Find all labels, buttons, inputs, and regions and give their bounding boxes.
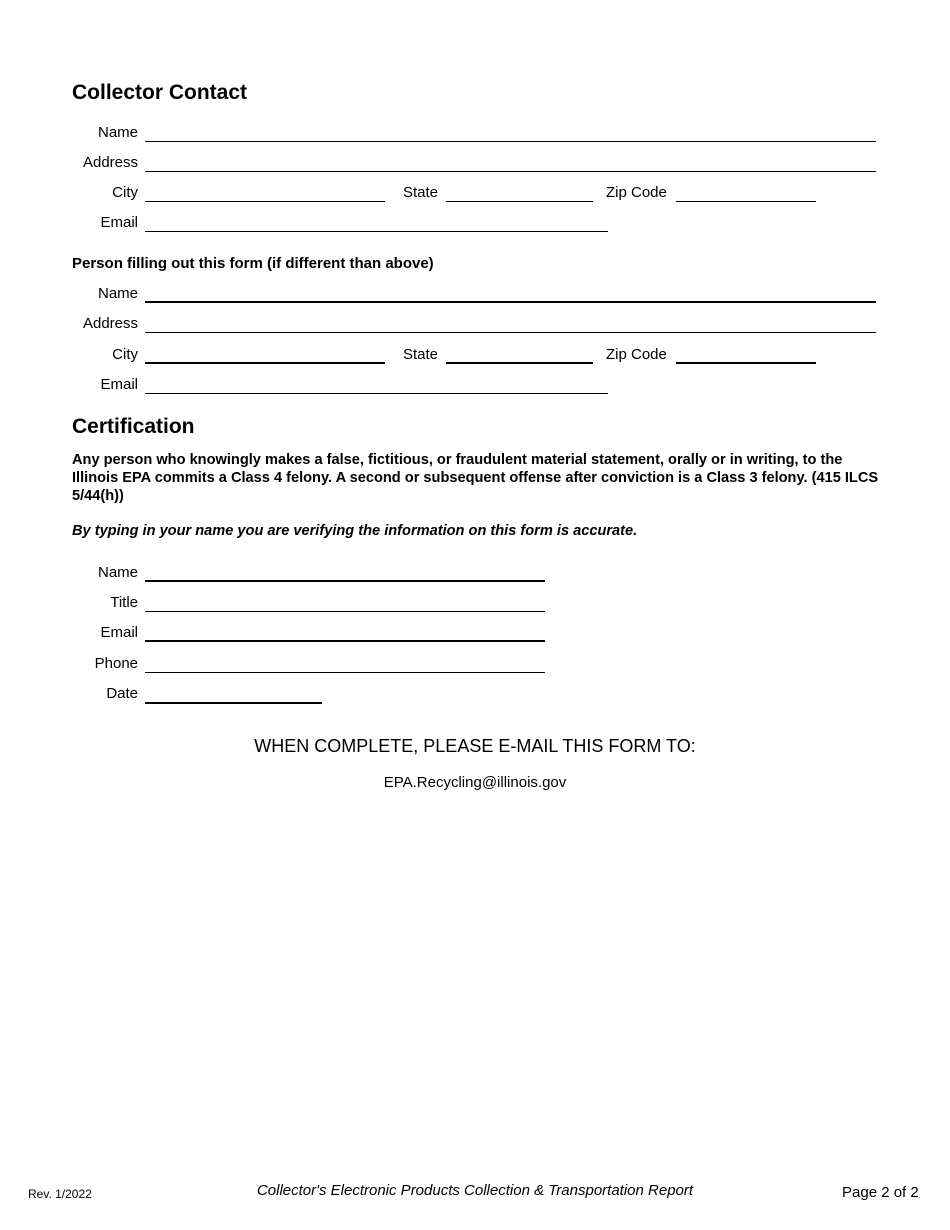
cert-name-label: Name: [97, 564, 138, 581]
revision-label: Rev. 1/2022: [28, 1187, 92, 1201]
collector-contact-heading: Collector Contact: [72, 81, 248, 104]
collector-email-field[interactable]: [145, 231, 608, 232]
collector-city-field[interactable]: [145, 201, 385, 202]
certification-heading: Certification: [72, 415, 195, 438]
collector-zip-field[interactable]: [676, 201, 816, 202]
person-zip-field[interactable]: [676, 362, 816, 364]
cert-email-field[interactable]: [145, 640, 545, 642]
person-address-label: Address: [82, 315, 138, 332]
person-city-label: City: [112, 346, 138, 363]
person-name-label: Name: [97, 285, 138, 302]
page-number: Page 2 of 2: [842, 1184, 919, 1201]
collector-address-label: Address: [82, 154, 138, 171]
collector-state-label: State: [403, 184, 439, 201]
collector-state-field[interactable]: [446, 201, 593, 202]
collector-email-label: Email: [100, 214, 138, 231]
cert-date-field[interactable]: [145, 702, 322, 704]
cert-title-field[interactable]: [145, 611, 545, 612]
person-filling-heading: Person filling out this form (if different than above): [72, 255, 434, 272]
cert-email-label: Email: [100, 624, 138, 641]
cert-date-label: Date: [106, 685, 138, 702]
cert-name-field[interactable]: [145, 580, 545, 582]
person-city-field[interactable]: [145, 362, 385, 364]
submission-email[interactable]: EPA.Recycling@illinois.gov: [383, 774, 567, 791]
report-title: Collector's Electronic Products Collection & Transportation Report: [256, 1182, 694, 1199]
collector-city-label: City: [112, 184, 138, 201]
person-zip-label: Zip Code: [606, 346, 667, 363]
collector-zip-label: Zip Code: [606, 184, 667, 201]
collector-name-label: Name: [97, 124, 138, 141]
cert-phone-field[interactable]: [145, 672, 545, 673]
submission-instruction: WHEN COMPLETE, PLEASE E-MAIL THIS FORM TO:: [254, 736, 696, 756]
person-state-label: State: [403, 346, 439, 363]
cert-title-label: Title: [110, 594, 138, 611]
certification-statement: Any person who knowingly makes a false, fictitious, or fraudulent material statement, orally or in writing, to the Illinois EPA commits a Class 4 felony. A second or subsequent offense after conviction is a Class 3 felony. (415 ILCS 5/44(h)): [72, 452, 879, 504]
verification-note: By typing in your name you are verifying the information on this form is accurate.: [72, 523, 638, 539]
person-name-field[interactable]: [145, 301, 876, 303]
cert-phone-label: Phone: [94, 655, 138, 672]
person-email-label: Email: [100, 376, 138, 393]
person-state-field[interactable]: [446, 362, 593, 364]
collector-address-field[interactable]: [145, 171, 876, 172]
person-address-field[interactable]: [145, 332, 876, 333]
collector-name-field[interactable]: [145, 141, 876, 142]
person-email-field[interactable]: [145, 393, 608, 394]
